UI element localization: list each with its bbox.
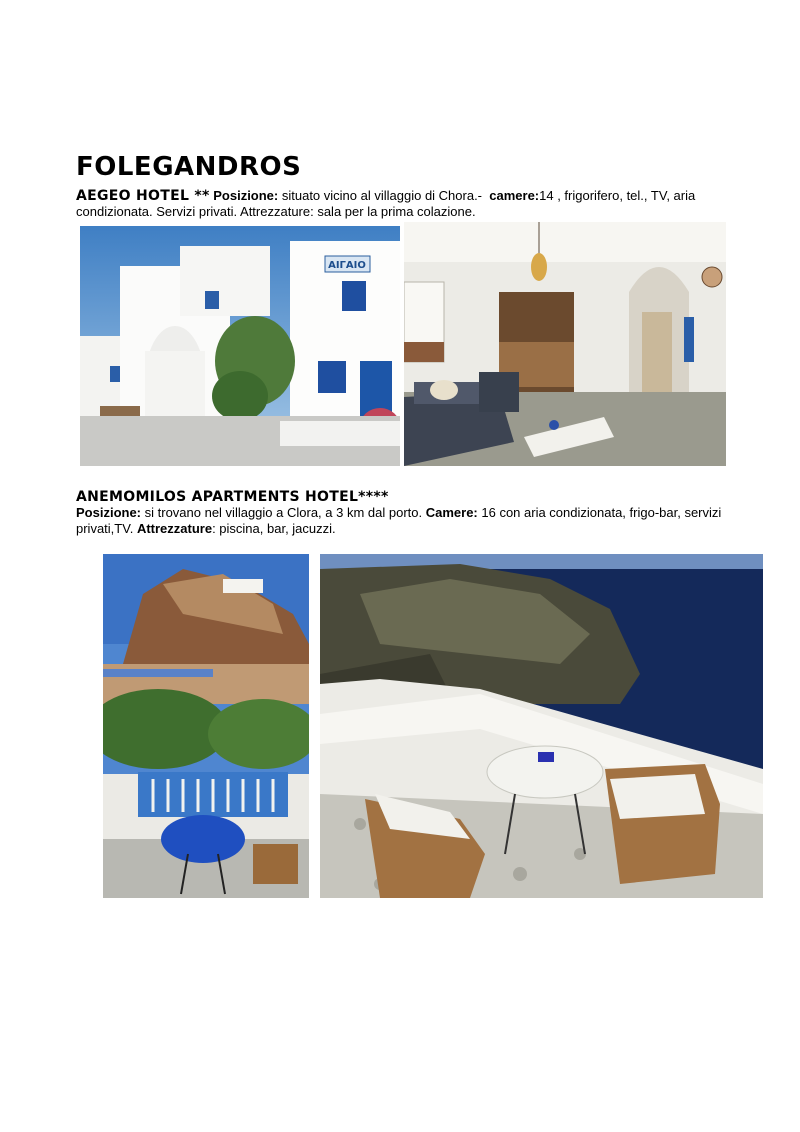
- hotel-name: ANEMOMILOS APARTMENTS HOTEL****: [76, 489, 389, 505]
- facilities-text: : piscina, bar, jacuzzi.: [212, 521, 336, 536]
- position-text: si trovano nel villaggio a Clora, a 3 km dal porto.: [141, 505, 423, 520]
- hotel-name: AEGEO HOTEL **: [76, 188, 210, 204]
- hotel-description: [76, 188, 756, 220]
- position-label: Posizione:: [76, 505, 142, 520]
- hotel-description: [76, 489, 756, 537]
- hotel-exterior-photo: [80, 226, 400, 466]
- position-text: situato vicino al villaggio di Chora.-: [278, 188, 483, 203]
- facilities-label: Attrezzature: [136, 521, 213, 536]
- rooms-text: 14 , frigorifero, tel., TV, aria condizionata. Servizi privati. Attrezzature: sala per la prima colazione.: [76, 188, 696, 219]
- hotel-sign: ΑΙΓΑΙΟ: [328, 260, 366, 271]
- sea-view-balcony-photo: [320, 554, 763, 898]
- rooms-label: Camere:: [425, 505, 478, 520]
- rooms-text: 16 con aria condizionata, frigo-bar, servizi privati,TV.: [76, 505, 722, 536]
- page-title: FOLEGANDROS: [76, 152, 302, 182]
- rooms-label: camere:: [489, 188, 540, 203]
- cliff-terrace-photo: [103, 554, 309, 898]
- position-label: Posizione:: [213, 188, 279, 203]
- hotel-interior-photo: [404, 222, 726, 466]
